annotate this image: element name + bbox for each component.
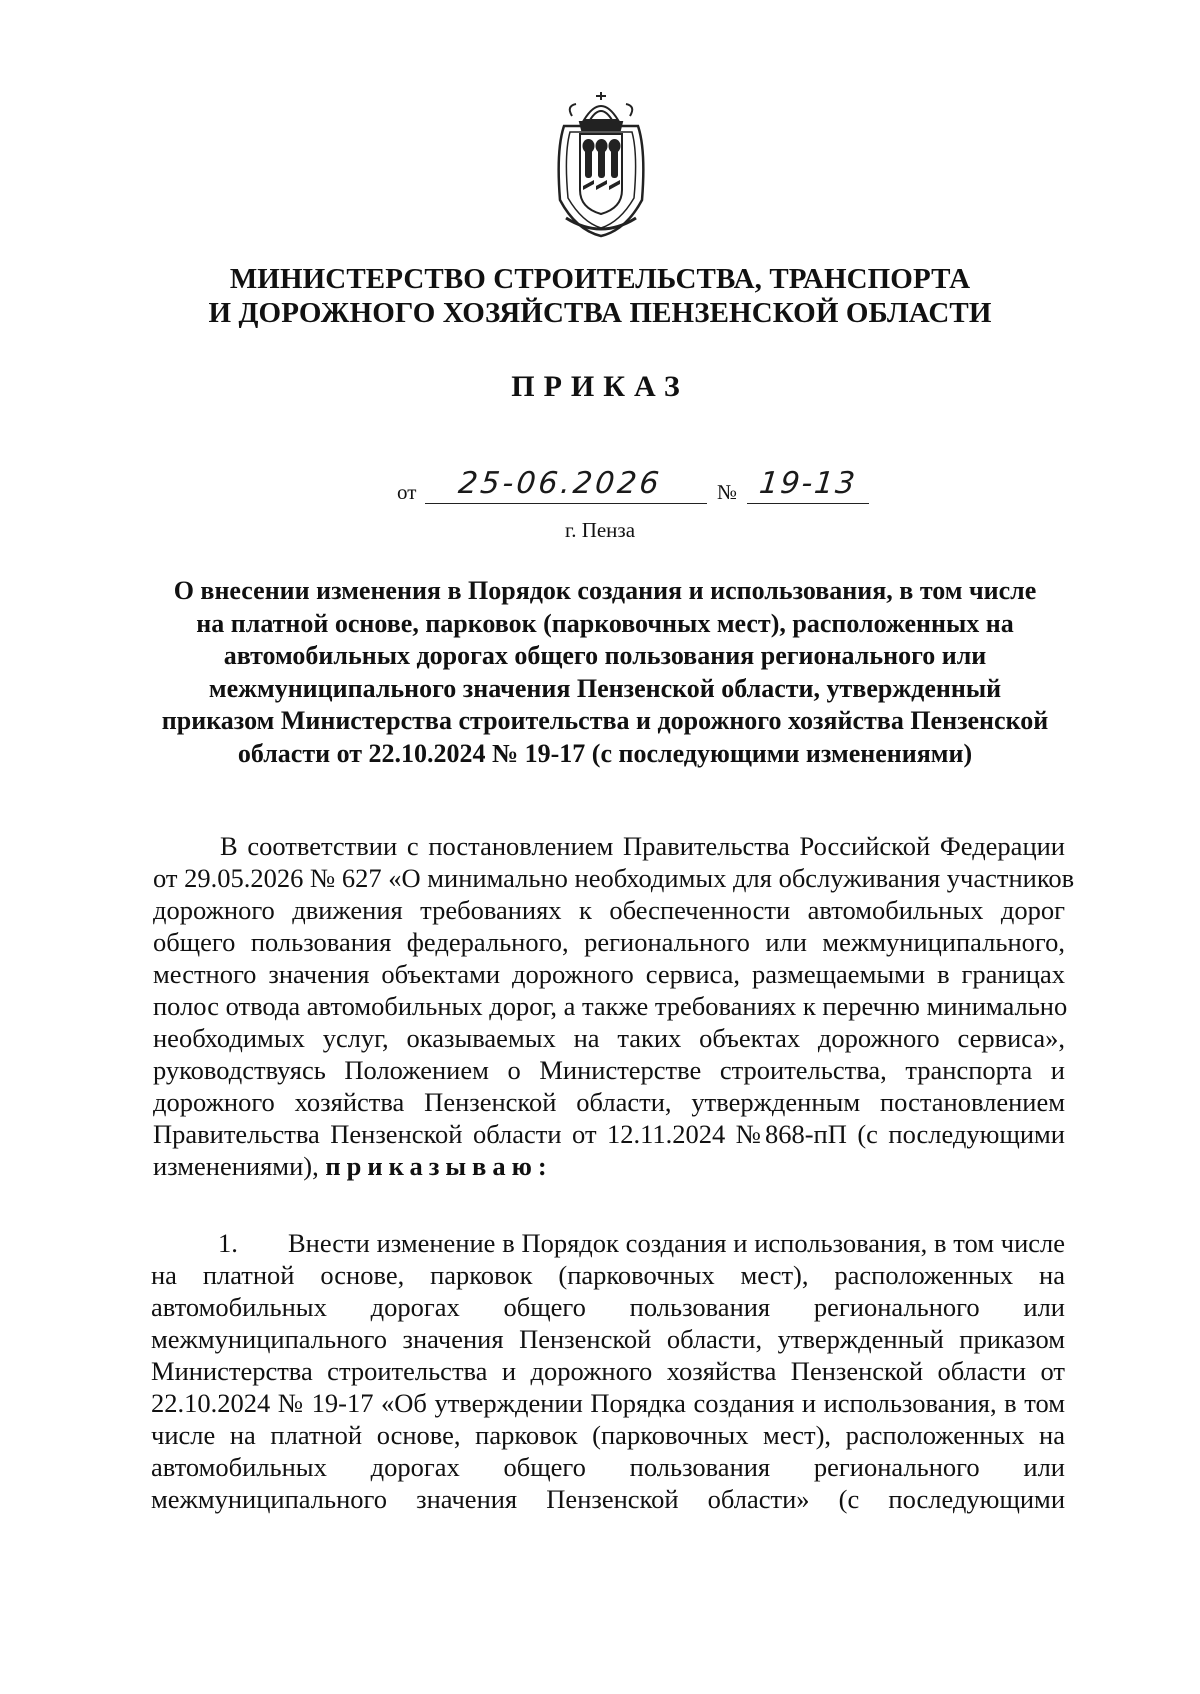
- item-1-first-line: [151, 1227, 1065, 1259]
- subject-line: О внесении изменения в Порядок создания и использования, в том числе: [173, 576, 1037, 605]
- number-underline: [747, 503, 869, 504]
- item-line: 22.10.2024 № 19-17 «Об утверждении Порядка создания и использования, в том: [151, 1388, 1065, 1418]
- ministry-line-1: МИНИСТЕРСТВО СТРОИТЕЛЬСТВА, ТРАНСПОРТА: [229, 263, 971, 295]
- preamble-last-line: [153, 1150, 1065, 1182]
- date-number-row: [397, 466, 877, 506]
- handwritten-number: 19-13: [757, 466, 859, 501]
- subject-line: на платной основе, парковок (парковочных мест), расположенных на: [196, 608, 1014, 638]
- preamble-line: общего пользования федерального, регионального или межмуниципального,: [153, 927, 1065, 957]
- item-line: межмуниципального значения Пензенской области, утвержденный приказом: [151, 1324, 1065, 1354]
- preamble-line: Правительства Пензенской области от 12.11.2024 №868-пП (с последующими: [153, 1119, 1065, 1149]
- subject-line: области от 22.10.2024 № 19-17 (с последующими изменениями): [237, 738, 973, 768]
- subject-line: приказом Министерства строительства и дорожного хозяйства Пензенской: [161, 706, 1049, 735]
- item-line: автомобильных дорогах общего пользования регионального или: [151, 1292, 1065, 1322]
- number-label: №: [717, 480, 738, 504]
- item-number: 1.: [218, 1228, 238, 1258]
- ministry-line-2: И ДОРОЖНОГО ХОЗЯЙСТВА ПЕНЗЕНСКОЙ ОБЛАСТИ: [208, 297, 992, 329]
- subject-line: автомобильных дорогах общего пользования регионального или: [223, 641, 987, 670]
- preamble-line: дорожного движения требованиях к обеспеченности автомобильных дорог: [153, 895, 1065, 925]
- item-line: автомобильных дорогах общего пользования регионального или: [151, 1452, 1065, 1482]
- preamble-paragraph: [153, 830, 1075, 1182]
- preamble-line: изменениями),: [153, 1151, 319, 1181]
- item-line: на платной основе, парковок (парковочных мест), расположенных на: [151, 1260, 1065, 1290]
- order-word: приказываю:: [325, 1151, 553, 1181]
- subject-line: межмуниципального значения Пензенской области, утвержденный: [208, 673, 1002, 703]
- item-1-paragraph: [151, 1227, 1065, 1515]
- handwritten-date: 25-06.2026: [456, 466, 664, 501]
- order-subject: [160, 575, 1050, 770]
- preamble-line: руководствуясь Положением о Министерстве строительства, транспорта и: [153, 1055, 1065, 1085]
- preamble-line: от 29.05.2026 № 627 «О минимально необходимых для обслуживания участников: [153, 863, 1075, 893]
- item-line: межмуниципального значения Пензенской области» (с последующими: [151, 1484, 1065, 1514]
- from-label: от: [397, 480, 417, 504]
- city: г. Пенза: [564, 518, 636, 542]
- item-line: Внести изменение в Порядок создания и использования, в том числе: [288, 1228, 1065, 1258]
- coat-of-arms-icon: [546, 90, 656, 240]
- ministry-name: [0, 262, 1200, 330]
- item-line: числе на платной основе, парковок (парковочных мест), расположенных на: [151, 1420, 1065, 1450]
- date-underline: [425, 503, 707, 504]
- item-line: Министерства строительства и дорожного хозяйства Пензенской области от: [151, 1356, 1065, 1386]
- preamble-line: необходимых услуг, оказываемых на таких объектах дорожного сервиса»,: [153, 1023, 1065, 1053]
- preamble-line: полос отвода автомобильных дорог, а также требованиях к перечню минимально: [153, 991, 1068, 1021]
- preamble-line: местного значения объектами дорожного сервиса, размещаемыми в границах: [153, 959, 1065, 989]
- preamble-line: дорожного хозяйства Пензенской области, утвержденным постановлением: [153, 1087, 1065, 1117]
- preamble-line: В соответствии с постановлением Правительства Российской Федерации: [220, 831, 1065, 861]
- document-title: ПРИКАЗ: [511, 370, 689, 403]
